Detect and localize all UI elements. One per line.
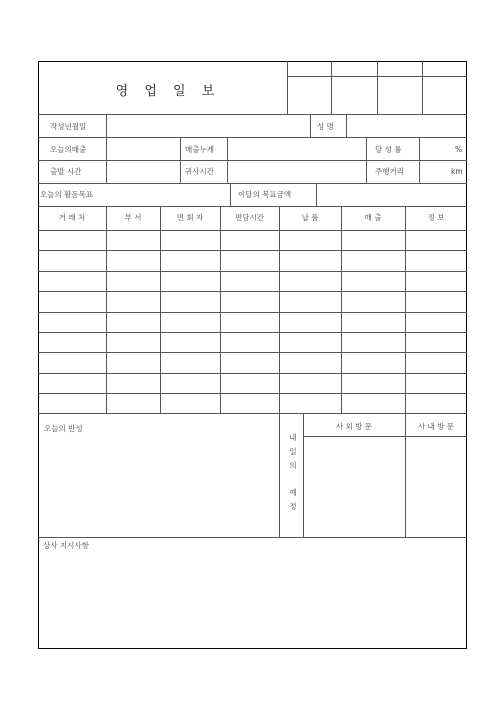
tomorrow-char: 일 bbox=[289, 447, 297, 456]
grid-line bbox=[38, 373, 467, 374]
month-goal-label: 이달의 목표금액 bbox=[238, 190, 292, 199]
grid-line bbox=[419, 137, 420, 183]
grid-line bbox=[38, 250, 467, 251]
percent-unit: % bbox=[455, 145, 463, 154]
grid-line bbox=[38, 137, 467, 138]
grid-line bbox=[160, 206, 161, 413]
tomorrow-char: 의 bbox=[289, 461, 297, 470]
grid-line bbox=[341, 206, 342, 413]
date-label: 작성년월일 bbox=[50, 122, 87, 131]
today-goal-label: 오늘의 활동목표 bbox=[40, 190, 94, 199]
grid-line bbox=[38, 312, 467, 313]
header-client: 거 래 처 bbox=[58, 213, 86, 222]
grid-line bbox=[279, 413, 280, 537]
page-title: 영 업 일 보 bbox=[115, 84, 221, 99]
grid-line bbox=[106, 114, 107, 183]
grid-line bbox=[38, 352, 467, 353]
grid-line bbox=[405, 206, 406, 413]
grid-line bbox=[287, 76, 467, 77]
grid-line bbox=[279, 206, 280, 413]
grid-line bbox=[310, 114, 311, 137]
km-unit: km bbox=[451, 167, 463, 176]
today-sales-label: 오늘의매출 bbox=[50, 145, 87, 154]
grid-line bbox=[38, 206, 467, 207]
grid-line bbox=[38, 393, 467, 394]
grid-line bbox=[38, 230, 467, 231]
tomorrow-char: 내 bbox=[289, 433, 297, 442]
cumulative-sales-label: 매출누계 bbox=[185, 145, 214, 154]
header-delivery: 납 품 bbox=[301, 213, 319, 222]
tomorrow-char: 정 bbox=[289, 502, 297, 511]
grid-line bbox=[38, 160, 467, 161]
grid-line bbox=[287, 61, 288, 114]
grid-line bbox=[331, 61, 332, 114]
supervisor-instructions-label: 상사 지시사항 bbox=[43, 541, 89, 550]
grid-line bbox=[106, 206, 107, 413]
grid-line bbox=[230, 183, 231, 206]
departure-time-label: 출발 시간 bbox=[50, 167, 82, 176]
grid-line bbox=[377, 61, 378, 114]
grid-line bbox=[346, 114, 347, 137]
outside-visit-label: 사 외 방 문 bbox=[335, 422, 373, 431]
grid-line bbox=[422, 61, 423, 114]
grid-line bbox=[38, 271, 467, 272]
grid-line bbox=[227, 137, 228, 183]
grid-line bbox=[38, 291, 467, 292]
grid-line bbox=[220, 206, 221, 413]
header-meeting-time: 면담시간 bbox=[235, 213, 264, 222]
name-label: 성 명 bbox=[317, 122, 334, 131]
reflection-label: 오늘의 반성 bbox=[44, 424, 83, 433]
grid-line bbox=[38, 114, 467, 115]
grid-line bbox=[38, 332, 467, 333]
header-info: 정 보 bbox=[427, 213, 445, 222]
inside-visit-label: 사 내 방 문 bbox=[417, 422, 455, 431]
grid-line bbox=[180, 137, 181, 183]
sales-report-form bbox=[38, 61, 467, 649]
grid-line bbox=[303, 436, 467, 437]
grid-line bbox=[38, 413, 467, 414]
header-department: 부 서 bbox=[124, 213, 142, 222]
header-sales: 매 출 bbox=[364, 213, 382, 222]
grid-line bbox=[366, 137, 367, 183]
achievement-label: 달 성 률 bbox=[375, 145, 402, 154]
grid-line bbox=[38, 183, 467, 184]
header-contact: 면 회 자 bbox=[176, 213, 204, 222]
grid-line bbox=[405, 413, 406, 537]
grid-line bbox=[38, 537, 467, 538]
grid-line bbox=[303, 413, 304, 537]
tomorrow-char: 예 bbox=[289, 488, 297, 497]
grid-line bbox=[316, 183, 317, 206]
tomorrow-plan-label bbox=[288, 434, 298, 517]
distance-label: 주행거리 bbox=[375, 167, 404, 176]
return-time-label: 귀사시간 bbox=[185, 167, 214, 176]
